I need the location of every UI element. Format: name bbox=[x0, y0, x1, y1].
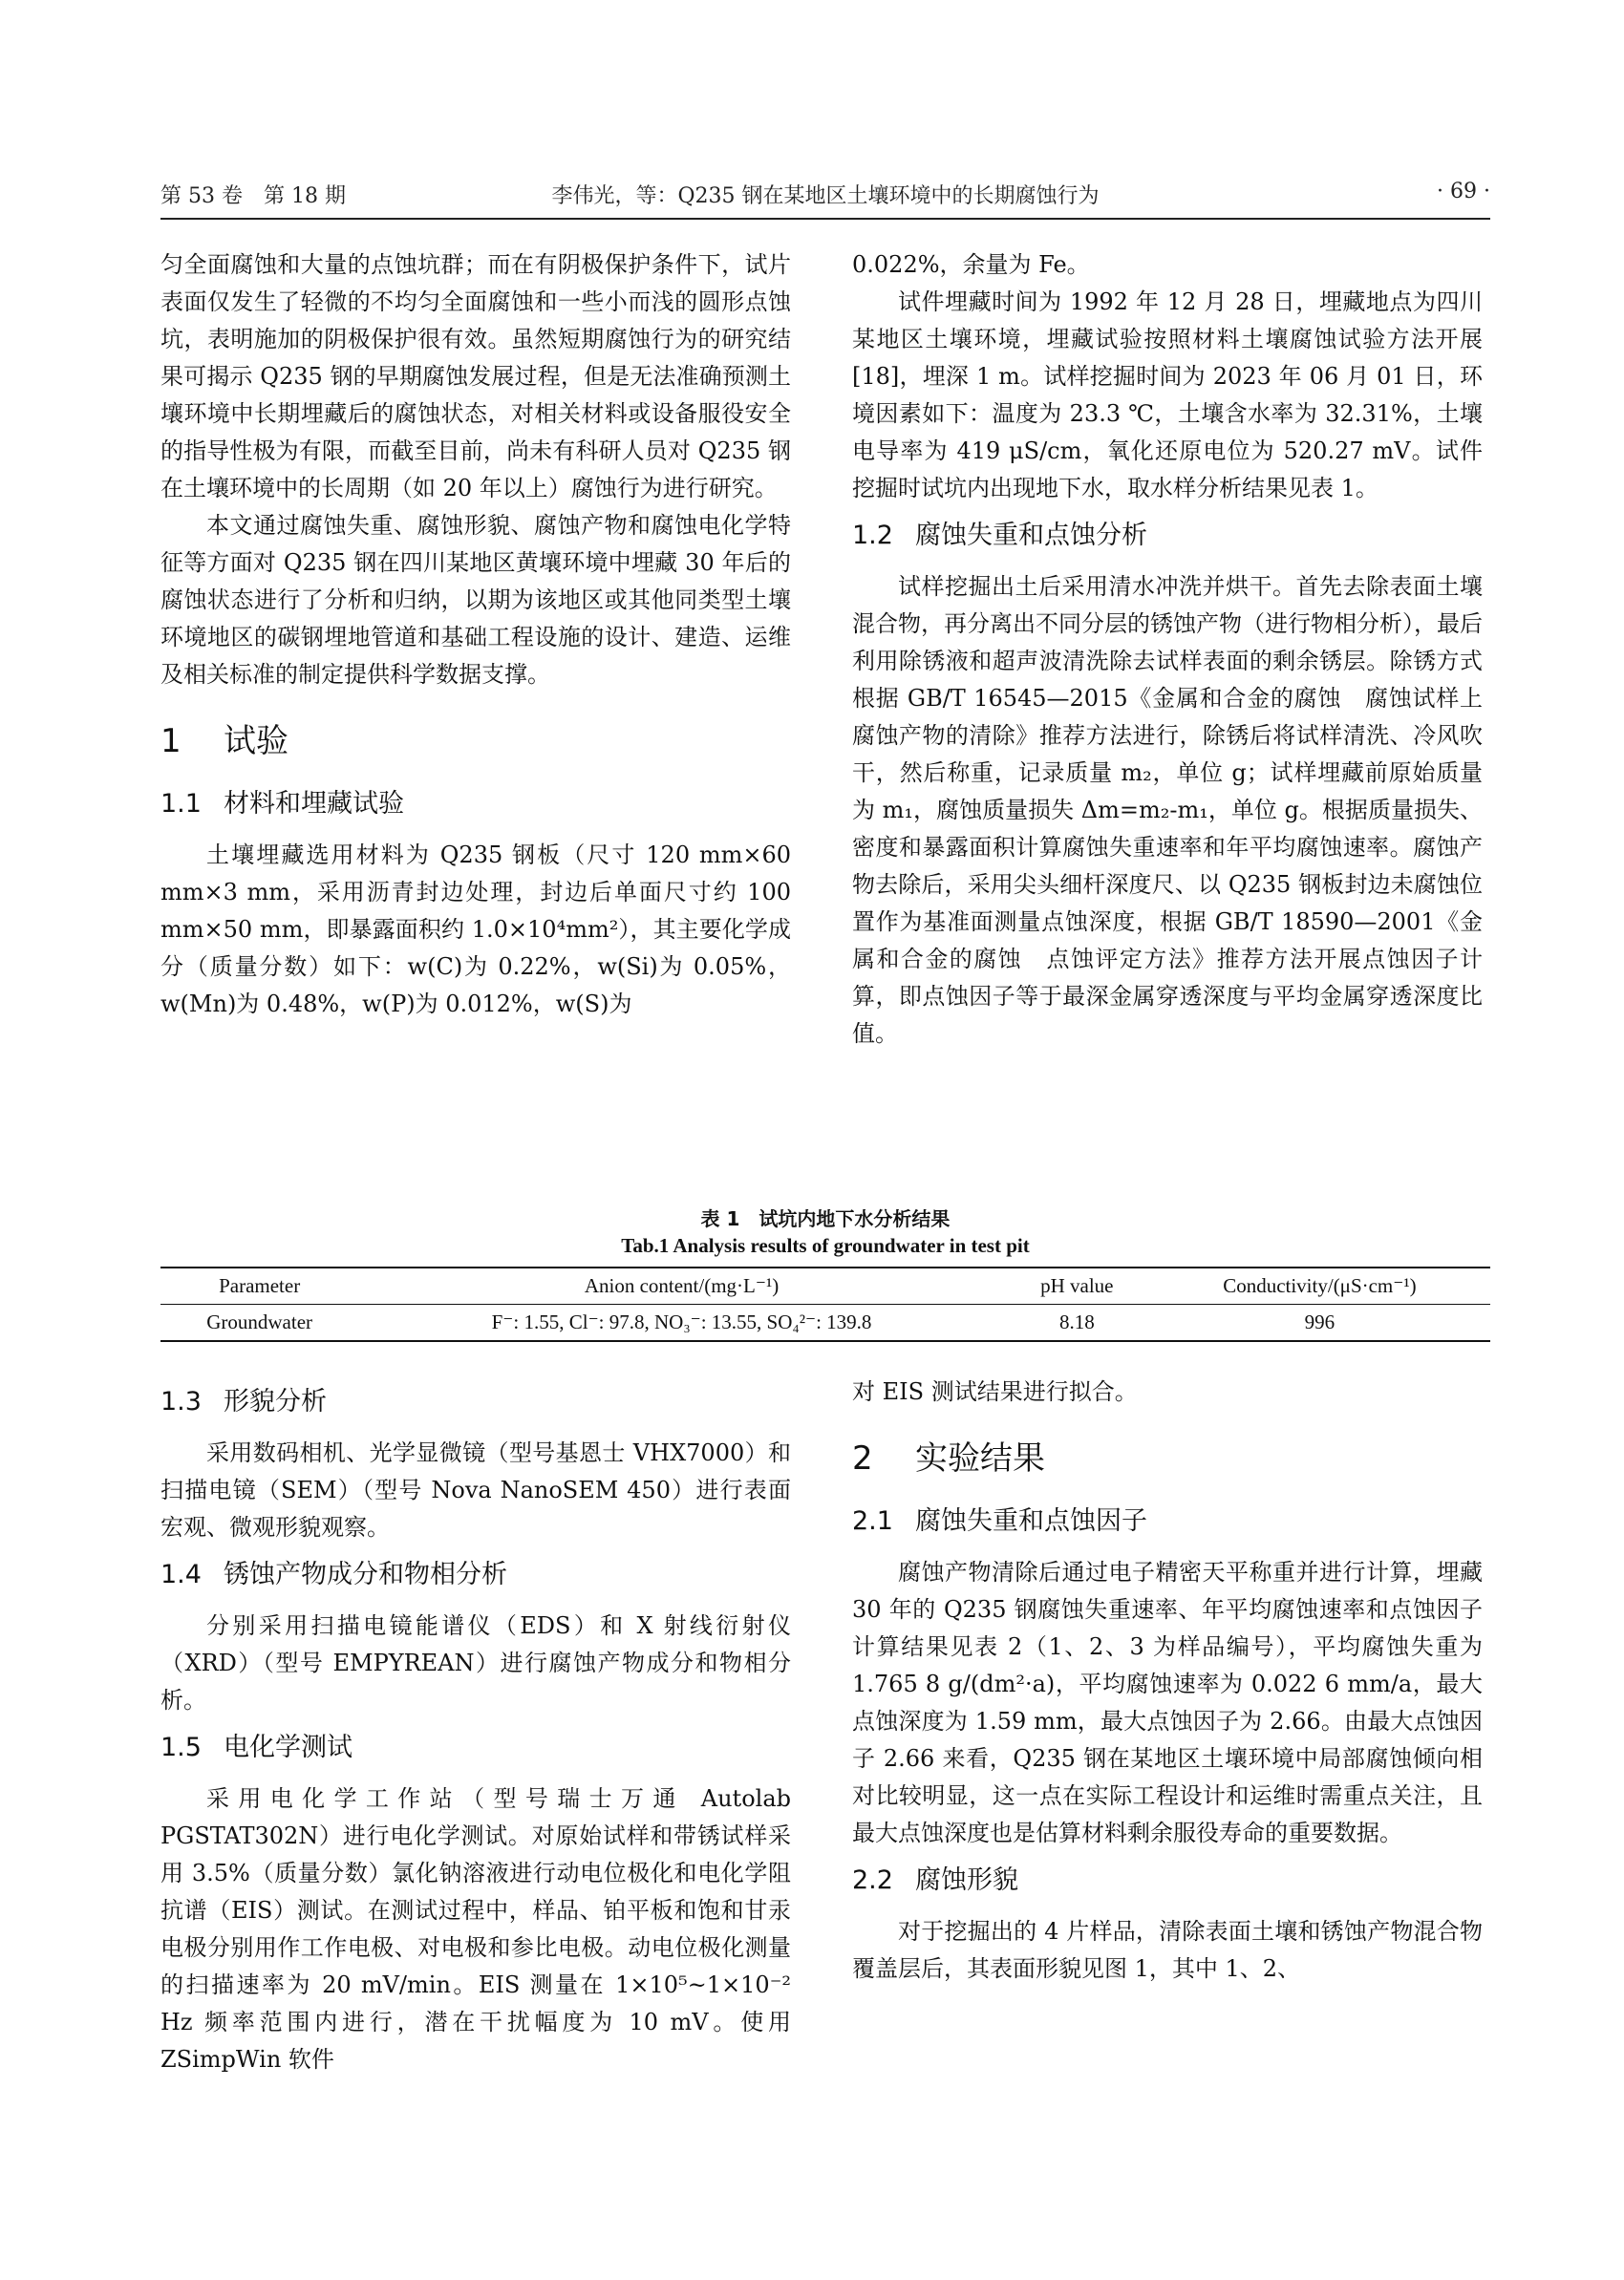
subsection-heading-2-2 bbox=[852, 1864, 1483, 1898]
paragraph: 腐蚀产物清除后通过电子精密天平称重并进行计算，埋藏 30 年的 Q235 钢腐蚀失重速率、年平均腐蚀速率和点蚀因子计算结果见表 2（1、2、3 为样品编号），平均腐蚀失重为 1.765 8 g/(dm²·a)，平均腐蚀速率为 0.022 6 mm/a，最大点蚀深度为 1.59 mm，最大点蚀因子为 2.66。由最大点蚀因子 2.66 来看，Q235 钢在某地区土壤环境中局部腐蚀倾向相对比较明显，这一点在实际工程设计和运维时需重点关注，且最大点蚀深度也是估算材料剩余服役寿命的重要数据。 bbox=[852, 1559, 1483, 1846]
subsection-title: 形貌分析 bbox=[224, 1387, 327, 1417]
paragraph: 试样挖掘出土后采用清水冲洗并烘干。首先去除表面土壤混合物，再分离出不同分层的锈蚀产物（进行物相分析），最后利用除锈液和超声波清洗除去试样表面的剩余锈层。除锈方式根据 GB/T 16545—2015《金属和合金的腐蚀 腐蚀试样上腐蚀产物的清除》推荐方法进行，除锈后将试样清洗、冷风吹干，然后称重，记录质量 m₂，单位 g；试样埋藏前原始质量为 m₁，腐蚀质量损失 Δm=m₂-m₁，单位 g。根据质量损失、密度和暴露面积计算腐蚀失重速率和年平均腐蚀速率。腐蚀产物去除后，采用尖头细杆深度尺、以 Q235 钢板封边未腐蚀位置作为基准面测量点蚀深度，根据 GB/T 18590—2001《金属和合金的腐蚀 点蚀评定方法》推荐方法开展点蚀因子计算，即点蚀因子等于最深金属穿透深度与平均金属穿透深度比值。 bbox=[852, 573, 1483, 1047]
paragraph: 本文通过腐蚀失重、腐蚀形貌、腐蚀产物和腐蚀电化学特征等方面对 Q235 钢在四川某地区黄壤环境中埋藏 30 年后的腐蚀状态进行了分析和归纳，以期为该地区或其他同类型土壤环境地区的碳钢埋地管道和基础工程设施的设计、建造、运维及相关标准的制定提供科学数据支撑。 bbox=[160, 512, 791, 688]
paragraph: 试件埋藏时间为 1992 年 12 月 28 日，埋藏地点为四川某地区土壤环境，埋藏试验按照材料土壤腐蚀试验方法开展[18]，埋深 1 m。试样挖掘时间为 2023 年 06 月 01 日，环境因素如下：温度为 23.3 ℃，土壤含水率为 32.31%，土壤电导率为 419 μS/cm，氧化还原电位为 520.27 mV。试件挖掘时试坑内出现地下水，取水样分析结果见表 1。 bbox=[852, 288, 1483, 501]
groundwater-table bbox=[160, 1267, 1490, 1342]
table-header-row bbox=[160, 1268, 1490, 1305]
subsection-number: 1.4 bbox=[160, 1560, 202, 1589]
top-left-column bbox=[160, 246, 791, 1023]
table-caption-cn: 表 1 试坑内地下水分析结果 bbox=[700, 1207, 951, 1230]
paragraph: 采用数码相机、光学显微镜（型号基恩士 VHX7000）和扫描电镜（SEM）（型号 Nova NanoSEM 450）进行表面宏观、微观形貌观察。 bbox=[160, 1439, 791, 1541]
subsection-title: 材料和埋藏试验 bbox=[224, 789, 404, 819]
running-title: 李伟光，等：Q235 钢在某地区土壤环境中的长期腐蚀行为 bbox=[551, 184, 1100, 208]
table-1 bbox=[160, 1205, 1490, 1342]
section-heading-2 bbox=[852, 1439, 1483, 1478]
column-header: Conductivity/(μS·cm⁻¹) bbox=[1223, 1274, 1417, 1297]
subsection-number: 1.5 bbox=[160, 1733, 202, 1762]
column-header: Parameter bbox=[219, 1274, 301, 1297]
bottom-left-column bbox=[160, 1374, 791, 2078]
volume-issue: 第 53 卷 第 18 期 bbox=[160, 184, 346, 208]
table-caption-en: Tab.1 Analysis results of groundwater in test pit bbox=[621, 1234, 1030, 1257]
page-number: · 69 · bbox=[1437, 180, 1490, 203]
subsection-number: 1.3 bbox=[160, 1387, 202, 1417]
subsection-title: 腐蚀形貌 bbox=[915, 1865, 1018, 1895]
subsection-title: 电化学测试 bbox=[224, 1733, 353, 1762]
subsection-heading-1-5 bbox=[160, 1731, 791, 1765]
subsection-title: 腐蚀失重和点蚀因子 bbox=[915, 1506, 1147, 1536]
column-header: Anion content/(mg·L⁻¹) bbox=[584, 1274, 780, 1297]
table-cell: 8.18 bbox=[1058, 1310, 1095, 1333]
subsection-number: 1.1 bbox=[160, 789, 202, 819]
bottom-right-column bbox=[852, 1374, 1483, 1988]
column-header: pH value bbox=[1040, 1274, 1114, 1297]
paragraph: 匀全面腐蚀和大量的点蚀坑群；而在有阴极保护条件下，试片表面仅发生了轻微的不均匀全面腐蚀和一些小而浅的圆形点蚀坑，表明施加的阴极保护很有效。虽然短期腐蚀行为的研究结果可揭示 Q235 钢的早期腐蚀发展过程，但是无法准确预测土壤环境中长期埋藏后的腐蚀状态，对相关材料或设备服役安全的指导性极为有限，而截至目前，尚未有科研人员对 Q235 钢在土壤环境中的长周期（如 20 年以上）腐蚀行为进行研究。 bbox=[160, 251, 791, 501]
paragraph: 对于挖掘出的 4 片样品，清除表面土壤和锈蚀产物混合物覆盖层后，其表面形貌见图 1，其中 1、2、 bbox=[852, 1918, 1483, 1982]
table-cell: 996 bbox=[1304, 1310, 1336, 1333]
subsection-heading-1-3 bbox=[160, 1385, 791, 1419]
table-row bbox=[160, 1305, 1490, 1342]
paragraph: 分别采用扫描电镜能谱仪（EDS）和 X 射线衍射仪（XRD）（型号 EMPYREAN）进行腐蚀产物成分和物相分析。 bbox=[160, 1612, 791, 1714]
subsection-title: 锈蚀产物成分和物相分析 bbox=[224, 1560, 507, 1589]
paragraph: 采用电化学工作站（型号瑞士万通 Autolab PGSTAT302N）进行电化学测试。对原始试样和带锈试样采用 3.5%（质量分数）氯化钠溶液进行动电位极化和电化学阻抗谱（EIS）测试。在测试过程中，样品、铂平板和饱和甘汞电极分别用作工作电极、对电极和参比电极。动电位极化测量的扫描速率为 20 mV/min。EIS 测量在 1×10⁵~1×10⁻² Hz 频率范围内进行，潜在干扰幅度为 10 mV。使用 ZSimpWin 软件 bbox=[160, 1785, 791, 2073]
section-heading-1 bbox=[160, 722, 791, 760]
running-header bbox=[160, 180, 1490, 220]
subsection-number: 2.1 bbox=[852, 1506, 893, 1536]
paragraph: 土壤埋藏选用材料为 Q235 钢板（尺寸 120 mm×60 mm×3 mm，采用沥青封边处理，封边后单面尺寸约 100 mm×50 mm，即暴露面积约 1.0×10⁴mm²），其主要化学成分（质量分数）如下：w(C)为 0.22%，w(Si)为 0.05%，w(Mn)为 0.48%，w(P)为 0.012%，w(S)为 bbox=[160, 842, 791, 1017]
section-number: 2 bbox=[852, 1439, 873, 1478]
subsection-heading-1-2 bbox=[852, 519, 1483, 553]
top-right-column bbox=[852, 246, 1483, 1053]
subsection-heading-1-4 bbox=[160, 1558, 791, 1592]
table-cell: Groundwater bbox=[206, 1310, 313, 1333]
paragraph: 对 EIS 测试结果进行拟合。 bbox=[852, 1378, 1138, 1405]
subsection-number: 2.2 bbox=[852, 1865, 893, 1895]
subsection-heading-1-1 bbox=[160, 787, 791, 821]
table-cell: F⁻: 1.55, Cl⁻: 97.8, NO₃⁻: 13.55, SO₄²⁻: 139.8 bbox=[491, 1310, 872, 1333]
section-number: 1 bbox=[160, 722, 182, 760]
section-title: 实验结果 bbox=[915, 1439, 1045, 1478]
subsection-number: 1.2 bbox=[852, 521, 893, 550]
section-title: 试验 bbox=[224, 722, 288, 760]
paragraph: 0.022%，余量为 Fe。 bbox=[852, 251, 1090, 278]
subsection-title: 腐蚀失重和点蚀分析 bbox=[915, 521, 1147, 550]
subsection-heading-2-1 bbox=[852, 1504, 1483, 1539]
